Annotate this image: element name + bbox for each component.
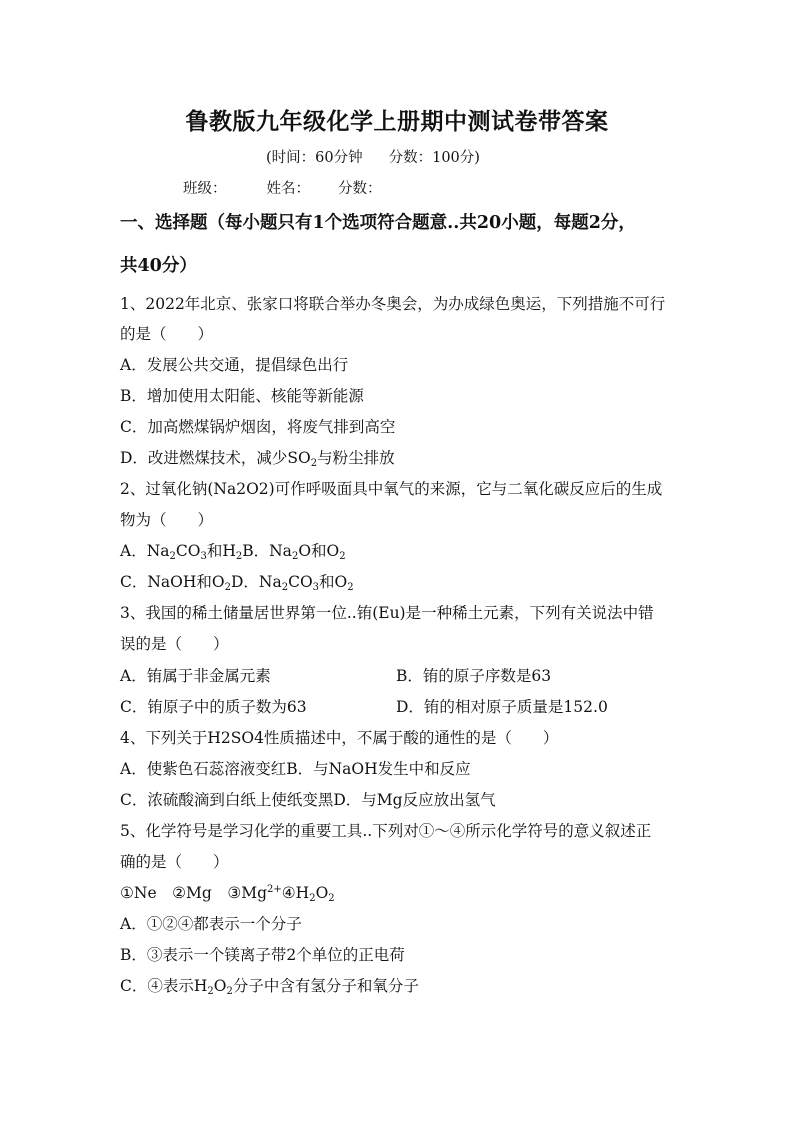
q3-option-c: C．铕原子中的质子数为63 [120, 698, 307, 716]
q3-option-d: D．铕的相对原子质量是152.0 [396, 698, 608, 716]
page-title: 鲁教版九年级化学上册期中测试卷带答案 [185, 108, 609, 135]
class-label: 班级： [183, 181, 227, 197]
q5-symbols: ①Ne ②Mg $③Mg^{2+}④H_2O_2$ [120, 884, 335, 904]
q5-option-a: A．①②④都表示一个分子 [120, 915, 302, 933]
q5-option-b: B．③表示一个镁离子带2个单位的正电荷 [120, 946, 405, 964]
q1-option-c: C．加高燃煤锅炉烟囱，将废气排到高空 [120, 418, 396, 436]
q2-stem-cont: 物为（ ） [120, 511, 214, 529]
q4-stem: 4、下列关于H2SO4性质描述中，不属于酸的通性的是（ ） [120, 729, 559, 747]
q3-option-a: A．铕属于非金属元素 [120, 667, 271, 685]
q5-option-c: C．④表示$H_2O_2$分子中含有氢分子和氧分子 [120, 977, 419, 997]
q4-options-cd: C．浓硫酸滴到白纸上使纸变黑D．与Mg反应放出氢气 [120, 791, 496, 809]
q5-stem: 5、化学符号是学习化学的重要工具..下列对①～④所示化学符号的意义叙述正 [120, 822, 652, 840]
q3-stem: 3、我国的稀土储量居世界第一位..铕(Eu)是一种稀土元素，下列有关说法中错 [120, 604, 654, 622]
name-label: 姓名： [266, 181, 310, 197]
q1-option-b: B．增加使用太阳能、核能等新能源 [120, 387, 364, 405]
score-label: 分数： [338, 181, 382, 197]
exam-time: (时间：60分钟 [266, 150, 363, 166]
q2-options-cd: C．NaOH和$O_2D$．$Na_2CO_3$和$O_2$ [120, 573, 354, 593]
q1-stem: 1、2022年北京、张家口将联合举办冬奥会，为办成绿色奥运，下列措施不可行 [120, 295, 666, 313]
q1-option-a: A．发展公共交通，提倡绿色出行 [120, 356, 349, 374]
q2-stem: 2、过氧化钠(Na2O2)可作呼吸面具中氧气的来源，它与二氧化碳反应后的生成 [120, 480, 663, 498]
exam-total-score: 分数：100分) [388, 150, 480, 166]
exam-info [266, 146, 480, 167]
q1-option-d: D．改进燃煤技术，减少$SO_2$与粉尘排放 [120, 449, 395, 469]
section-heading: 一、选择题（每小题只有1个选项符合题意..共20小题，每题2分， [120, 213, 636, 233]
q1-stem-cont: 的是（ ） [120, 325, 214, 343]
q2-options-ab: A．$Na_2CO_3$和$H_2B$．$Na_2O$和$O_2$ [120, 542, 346, 562]
section-heading-cont: 共40分） [120, 256, 197, 276]
q5-stem-cont: 确的是（ ） [120, 853, 229, 871]
student-info [183, 177, 410, 198]
q4-options-ab: A．使紫色石蕊溶液变红B．与NaOH发生中和反应 [120, 760, 471, 778]
q3-stem-cont: 误的是（ ） [120, 635, 229, 653]
q3-option-b: B．铕的原子序数是63 [396, 667, 552, 685]
